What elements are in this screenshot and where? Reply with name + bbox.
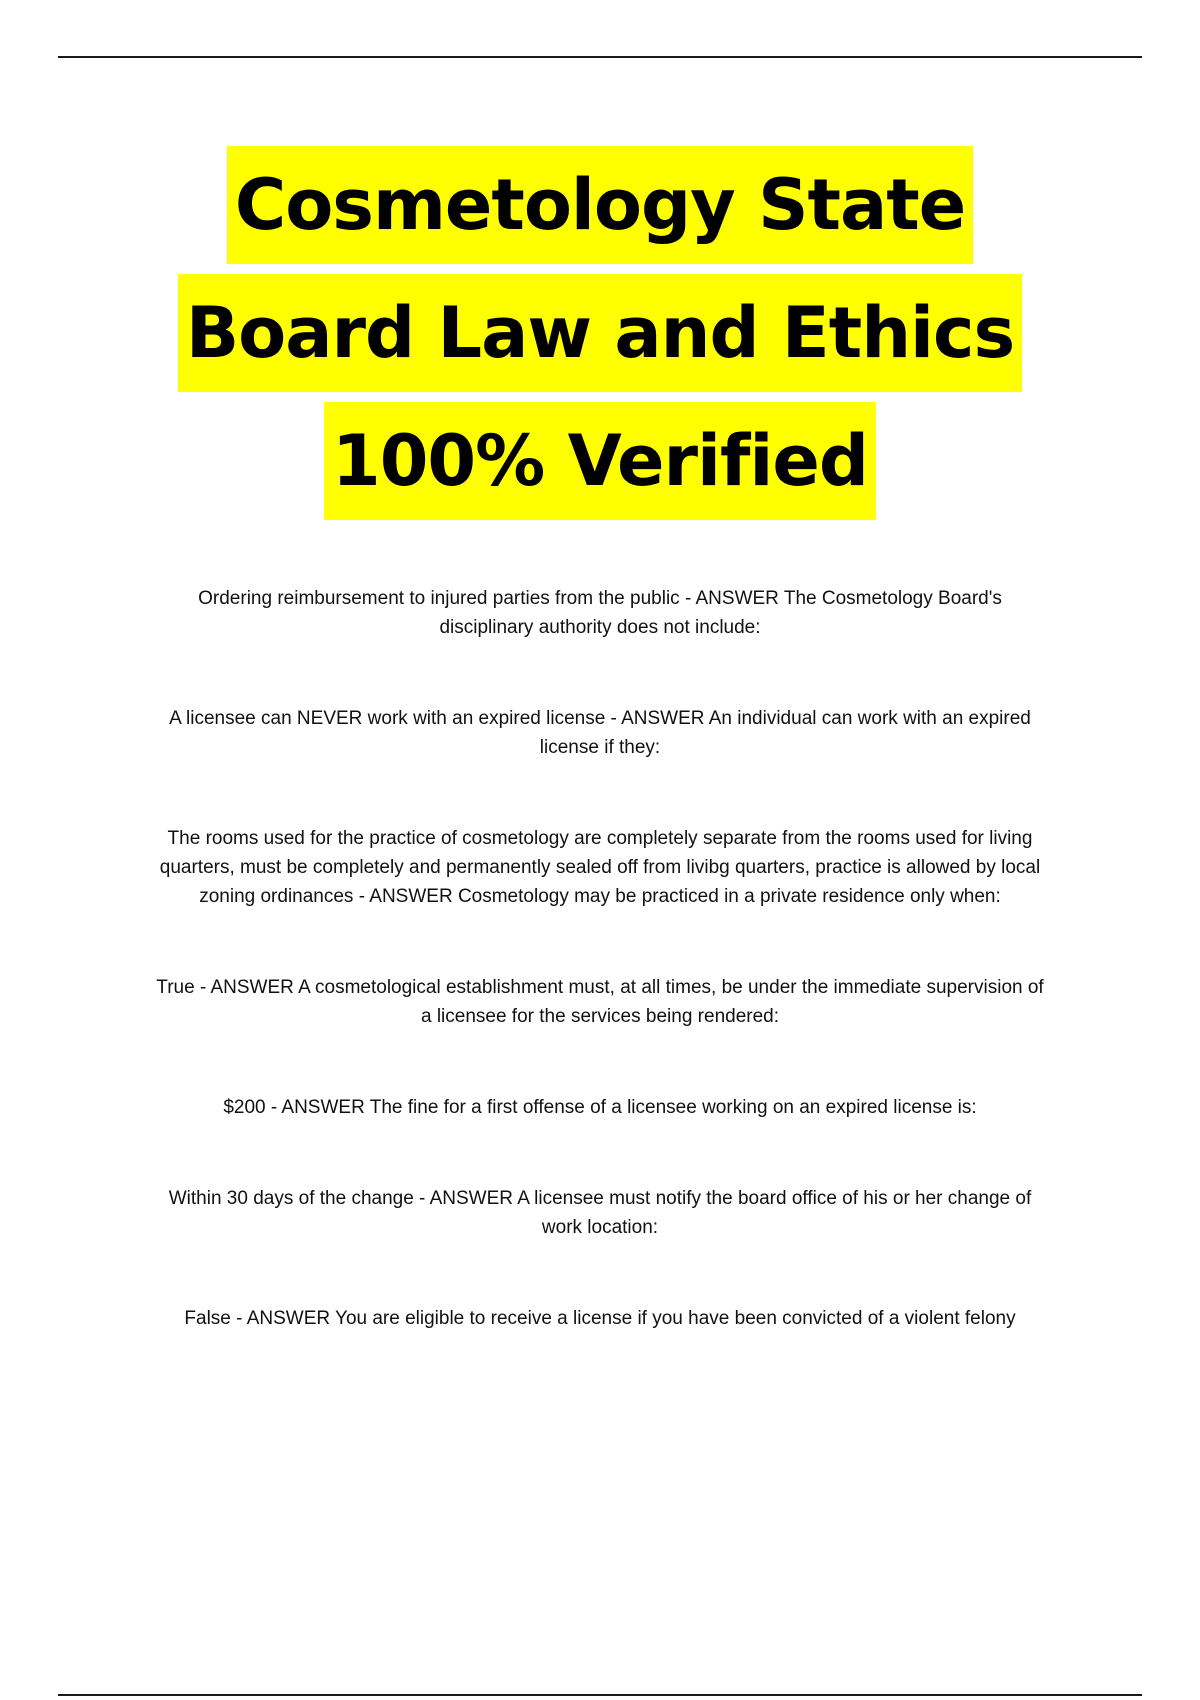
qa-item: $200 - ANSWER The fine for a first offense of a licensee working on an expired license is: <box>223 1097 977 1118</box>
title-line-2: Board Law and Ethics <box>178 274 1022 392</box>
qa-item: Within 30 days of the change - ANSWER A licensee must notify the board office of his or her change of work location: <box>168 1188 1032 1238</box>
document-title <box>0 146 1200 530</box>
title-line-1: Cosmetology State <box>227 146 973 264</box>
qa-item: False - ANSWER You are eligible to receive a license if you have been convicted of a violent felony <box>184 1308 1016 1329</box>
top-divider <box>58 56 1142 58</box>
qa-item: The rooms used for the practice of cosmetology are completely separate from the rooms used for living quarters, must be completely and permanently sealed off from livibg quarters, practice is allowed by local zoning ordinances - ANSWER Cosmetology may be practiced in a private residence only when: <box>159 828 1041 907</box>
bottom-divider <box>58 1694 1142 1696</box>
qa-item: Ordering reimbursement to injured parties from the public - ANSWER The Cosmetology Board's disciplinary authority does not include: <box>198 588 1002 638</box>
qa-item: A licensee can NEVER work with an expired license - ANSWER An individual can work with an expired license if they: <box>169 708 1031 758</box>
title-line-3: 100% Verified <box>324 402 876 520</box>
qa-item: True - ANSWER A cosmetological establishment must, at all times, be under the immediate supervision of a licensee for the services being rendered: <box>156 977 1044 1027</box>
qa-list <box>150 584 1050 1395</box>
